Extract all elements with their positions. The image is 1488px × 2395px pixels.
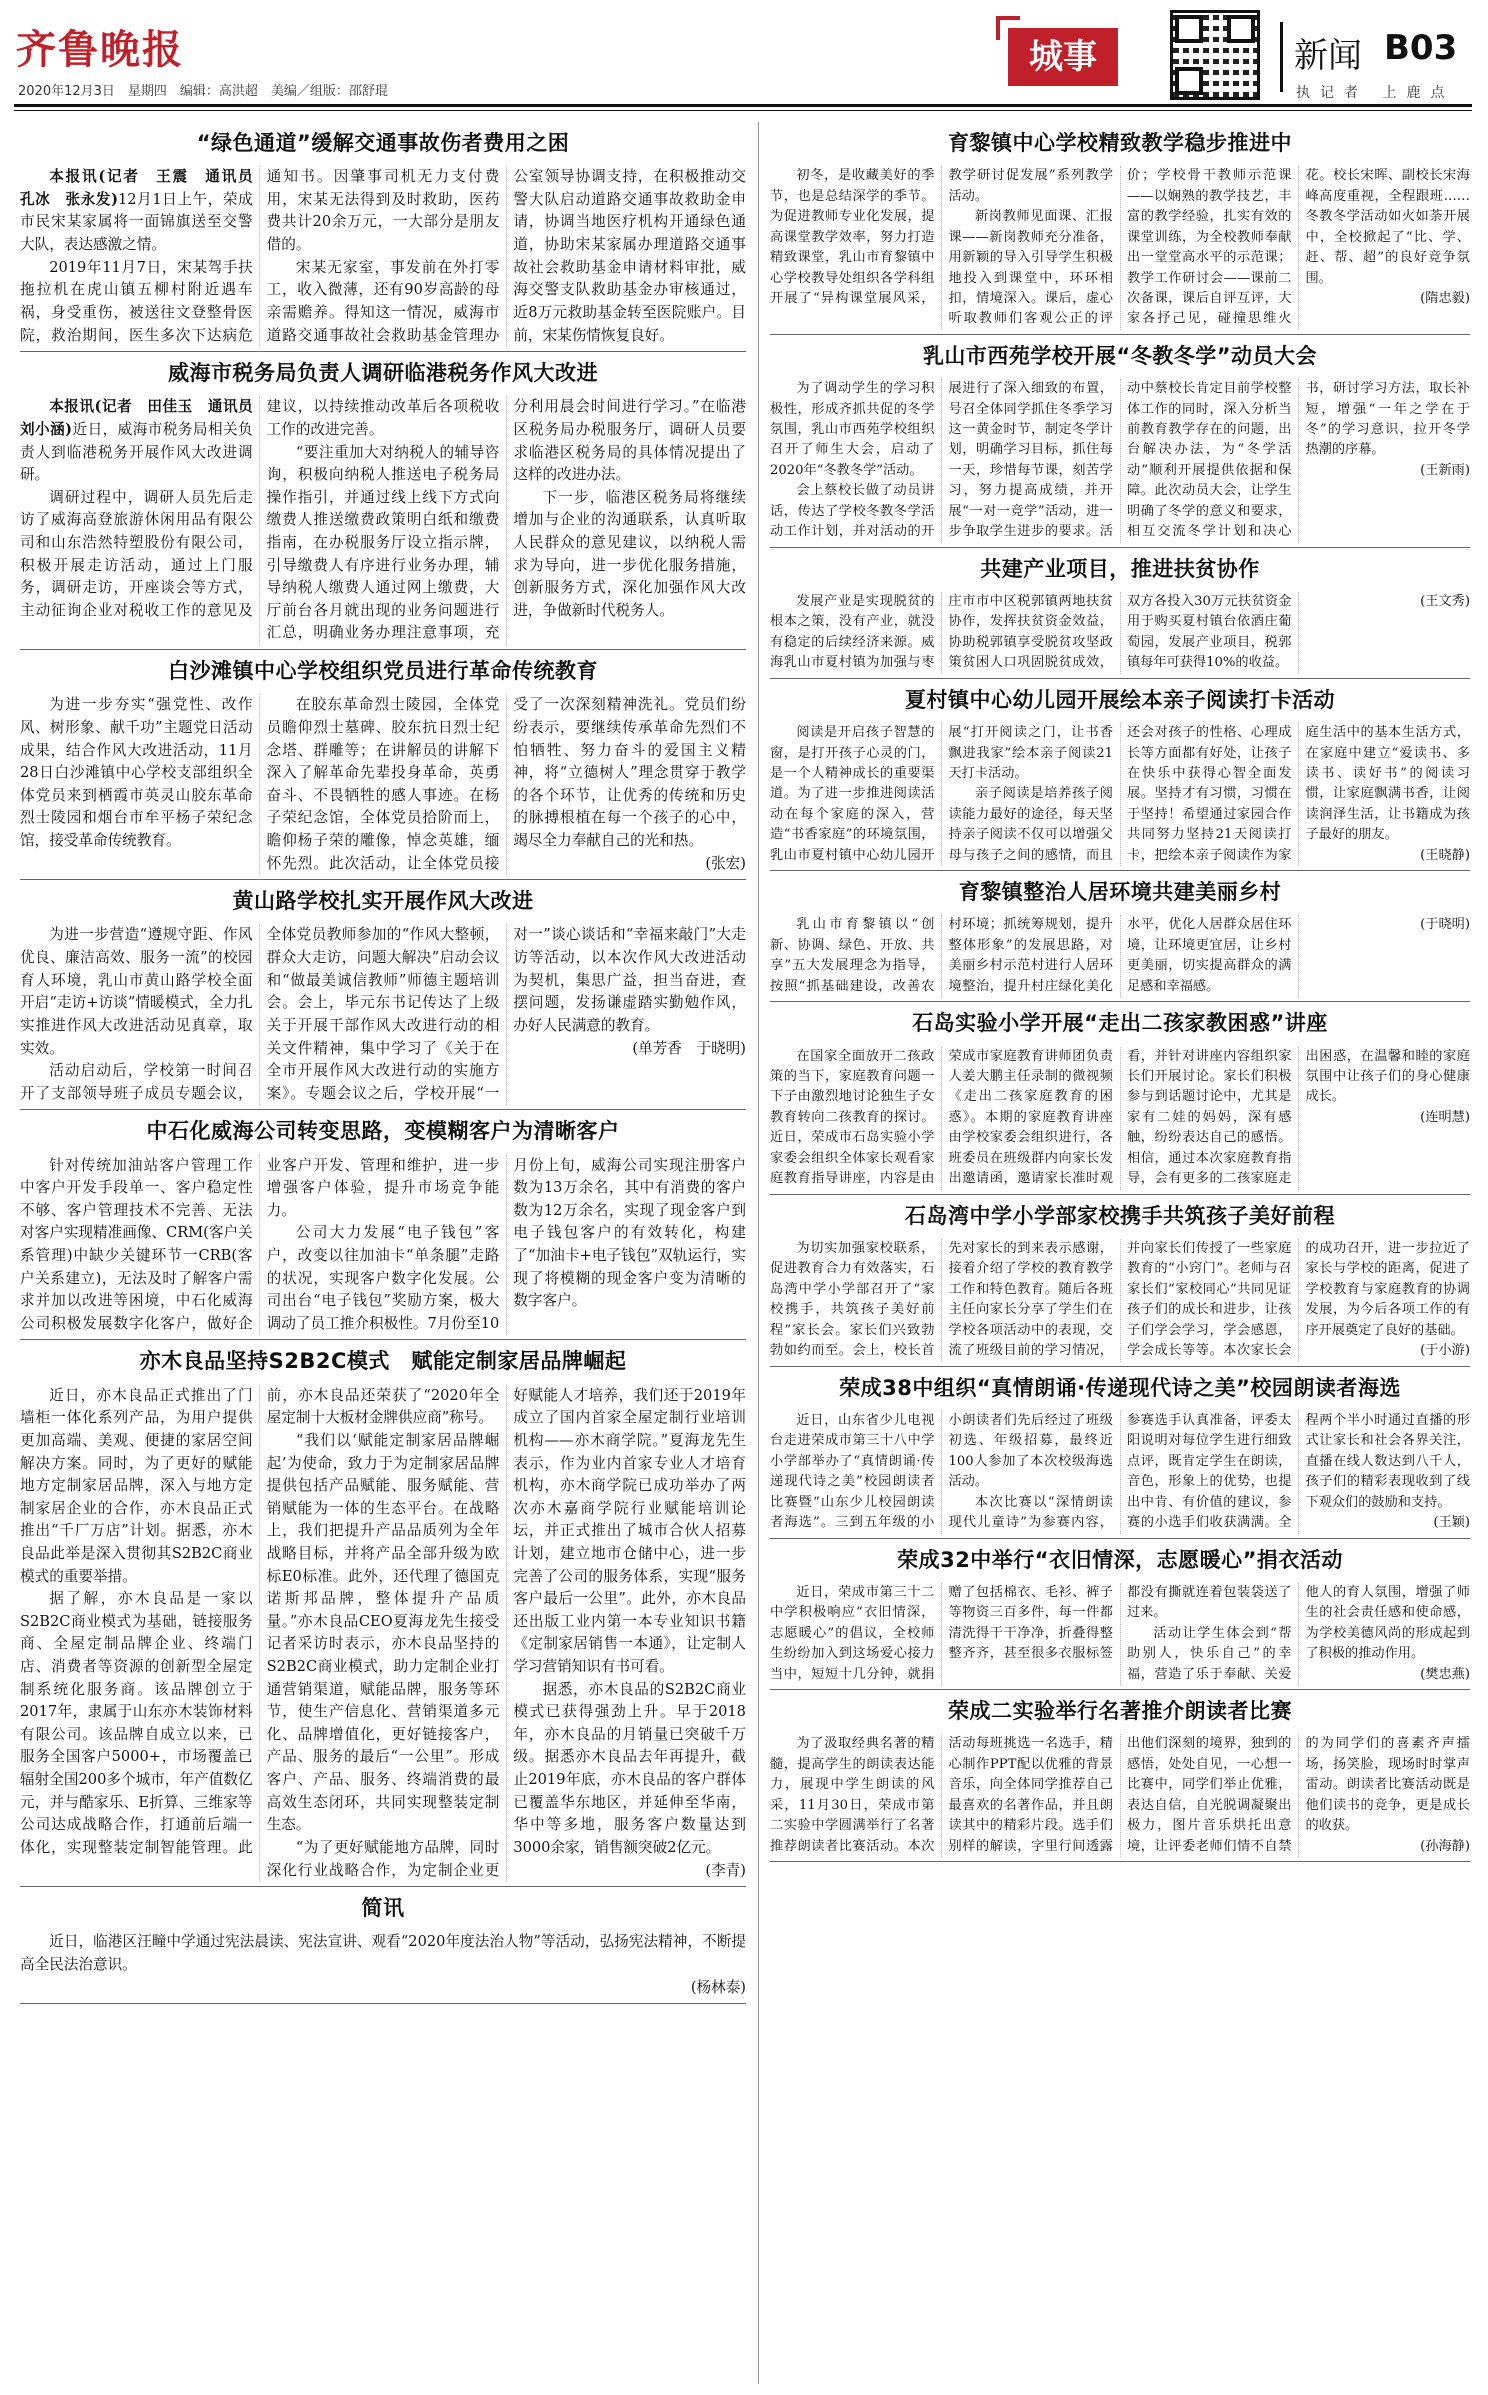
article-paragraph: 据了解，亦木良品是一家以S2B2C商业模式为基础，链接服务商、全屋定制品牌企业、终端门店、消费者等资源的创新型全屋定制系统化服务商。该品牌创立于2017年，隶属于山东亦木装饰材料有限公司。该品牌自成立以来，已服务全国客户5000+，市场覆盖已辐射全国200多个城市，年产值数亿元，并与酷家乐、E折算、三维家等公司达成战略合作，打通前后端一体化，实现整装定制智能管理。此前，亦木良品还荣获了“2020年全屋定制十大板材金牌供应商”称号。 bbox=[20, 1386, 500, 1856]
column-divider bbox=[758, 122, 759, 2384]
article-signature: (李青) bbox=[705, 1861, 746, 1879]
left-column bbox=[20, 122, 746, 2384]
article-paragraph: “要注重加大对纳税人的辅导咨询，积极向纳税人推送电子税务局操作指引，并通过线上线下方式向缴费人推送缴费政策明白纸和缴费指南，在办税服务厅设立指示牌，引导缴费人有序进行业务办理，辅导纳税人缴费人通过网上缴费，大厅前台各月就出现的业务问题进行汇总，明确业务办理注意事项，充分利用晨会时间进行学习。”在临港区税务局办税服务厅，调研人员要求临港区税务局的具体情况提出了这样的改进办法。 bbox=[266, 398, 746, 642]
article-signature: (张宏) bbox=[705, 854, 746, 872]
header-divider bbox=[1280, 22, 1283, 92]
article-paragraph: 在胶东革命烈士陵园，全体党员瞻仰烈士墓碑、胶东抗日烈士纪念塔、群雕等；在讲解员的讲解下深入了解革命先辈投身革命，英勇奋斗、不畏牺牲的感人事迹。在杨子荣纪念馆，全体党员拾阶而上，瞻仰杨子荣的雕像，悼念英雄，缅怀先烈。此次活动，让全体党员接受了一次深刻精神洗礼。党员们纷纷表示，要继续传承革命先烈们不怕牺牲、努力奋斗的爱国主义精神，将“立德树人”理念贯穿于教学的各个环节，让优秀的传统和历史的脉搏根植在每一个孩子的心中，竭尽全力奉献自己的光和热。 bbox=[266, 696, 746, 872]
article-body bbox=[770, 1411, 1470, 1534]
news-article bbox=[20, 888, 746, 1110]
article-separator bbox=[770, 1001, 1470, 1002]
date-line: 2020年12月3日 星期四 编辑：高洪超 美编／组版：邵舒琨 bbox=[18, 84, 388, 99]
article-headline: 亦木良品坚持S2B2C模式 赋能定制家居品牌崛起 bbox=[139, 1349, 627, 1374]
article-headline: 荣成38中组织“真情朗诵·传递现代诗之美”校园朗读者海选 bbox=[839, 1375, 1401, 1400]
article-body bbox=[770, 1047, 1470, 1190]
article-byline: 本报讯(记者 王震 通讯员 孔冰 张永发) bbox=[20, 168, 268, 208]
top-rule-thin bbox=[14, 110, 1472, 111]
article-headline: 共建产业项目，推进扶贫协作 bbox=[980, 556, 1260, 581]
article-separator bbox=[20, 1886, 746, 1887]
article-paragraph: 公司大力发展“电子钱包”客户，改变以往加油卡“单条腿”走路的状况，实现客户数字化发展。公司出台“电子钱包”奖励方案，极大调动了员工推介积极性。7月份至10月份上旬，威海公司实现注册客户数为13万余名，其中有消费的客户数为12万余名，实现了现金客户到电子钱包客户的有效转化，构建了“加油卡+电子钱包”双轨运行，实现了将模糊的现金客户变为清晰的数字客户。 bbox=[266, 1156, 746, 1332]
article-headline: 夏村镇中心幼儿园开展绘本亲子阅读打卡活动 bbox=[905, 687, 1335, 712]
article-signature: (杨林泰) bbox=[690, 1978, 746, 1996]
article-paragraph: 调研过程中，调研人员先后走访了威海高登旅游休闲用品有限公司和山东浩然特塑股份有限公司，积极开展走访活动，通过上门服务，调研走访，开座谈会等方式，主动征询企业对税收工作的意见及建议，以持续推动改革后各项税收工作的改进完善。 bbox=[20, 398, 500, 619]
article-signature: (王文秀) bbox=[1420, 594, 1470, 609]
article-paragraph: 为进一步营造“遵规守距、作风优良、廉洁高效、服务一流”的校园育人环境，乳山市黄山路学校全面开启“走访+访谈”情暖模式，全力扎实推进作风大改进活动见真章，取实效。 bbox=[20, 926, 253, 1057]
article-separator bbox=[770, 1861, 1470, 1862]
news-article bbox=[770, 1698, 1470, 1862]
right-column bbox=[770, 122, 1470, 2384]
article-body bbox=[770, 1583, 1470, 1685]
article-body bbox=[20, 166, 746, 347]
article-headline: 中石化威海公司转变思路，变模糊客户为清晰客户 bbox=[146, 1119, 620, 1144]
article-separator bbox=[20, 1339, 746, 1340]
article-signature: (单芳香 于晓明) bbox=[632, 1039, 746, 1057]
article-paragraph: 本次比赛以“深情朗读现代儿童诗”为参赛内容，参赛选手认真准备，评委太阳说明对每位学生进行细致点评，既肯定学生在朗读，音色，形象上的优势，也提出中肯、有价值的建议，参赛的小选手们收获满满。全程两个半小时通过直播的形式让家长和社会各界关注，直播在线人数达到八千人，孩子们的精彩表现收到了线下观众们的鼓励和支持。 bbox=[948, 1412, 1470, 1531]
article-paragraph: 活动让学生体会到“帮助别人，快乐自己”的幸福，营造了乐于奉献、关爱他人的育人氛围，增强了师生的社会责任感和使命感，为学校美德风尚的形成起到了积极的推动作用。 bbox=[1127, 1584, 1470, 1682]
article-body bbox=[20, 1155, 746, 1336]
article-headline: 荣成32中举行“衣旧情深，志愿暖心”捐衣活动 bbox=[897, 1547, 1343, 1572]
news-article bbox=[20, 1348, 746, 1887]
article-headline: 简讯 bbox=[361, 1896, 405, 1921]
news-article bbox=[770, 1203, 1470, 1367]
reporter-line: 执记者 上鹿点 bbox=[1296, 85, 1455, 101]
article-signature: (于小游) bbox=[1420, 1343, 1470, 1359]
news-article bbox=[770, 1375, 1470, 1539]
article-body bbox=[770, 166, 1470, 330]
article-headline: 威海市税务局负责人调研临港税务作风大改进 bbox=[168, 361, 598, 386]
article-paragraph: 下一步，临港区税务局将继续增加与企业的沟通联系，认真听取人民群众的意见建议，以纳税人需求为导向，进一步优化服务措施，创新服务方式，深化加强作风大改进，争做新时代税务人。 bbox=[513, 488, 746, 619]
article-body bbox=[20, 1385, 746, 1882]
news-article bbox=[770, 130, 1470, 335]
section-name: 新闻 bbox=[1294, 36, 1362, 76]
article-signature: (连明慧) bbox=[1420, 1109, 1470, 1125]
article-signature: (王新雨) bbox=[1420, 462, 1470, 478]
article-body bbox=[770, 379, 1470, 543]
article-paragraph: 为进一步夯实“强党性、改作风、树形象、献千功”主题党日活动成果，结合作风大改进活动，11月28日白沙滩镇中心学校支部组织全体党员来到栖霞市英灵山胶东革命烈士陵园和烟台市牟平杨子荣纪念馆，接受革命传统教育。 bbox=[20, 696, 253, 849]
article-signature: (王晓静) bbox=[1420, 847, 1470, 863]
article-paragraph: 近日，荣成市第三十二中学积极响应“衣旧情深，志愿暖心”的倡议，全校师生纷纷加入到这场爱心接力当中，短短十几分钟，就捐赠了包括棉衣、毛衫、裤子等物资三百多件，每一件都清洗得干干净净，折叠得整整齐齐，甚至很多衣服标签都没有撕就连着包装袋送了过来。 bbox=[770, 1584, 1292, 1682]
article-paragraph: 发展产业是实现脱贫的根本之策，没有产业，就没有稳定的后续经济来源。威海乳山市夏村镇为加强与枣庄市市中区税郭镇两地扶贫协作，发挥扶贫资金效益，协助税郭镇享受脱贫攻坚政策贫困人口巩固脱贫成效，双方各投入30万元扶贫资金用于购买夏村镇台依酒庄葡萄园，发展产业项目，税郭镇每年可获得10%的收益。 bbox=[770, 594, 1292, 671]
news-article bbox=[770, 1010, 1470, 1194]
article-paragraph: 新岗教师见面课、汇报课——新岗教师充分准备，用新颖的导入引导学生积极地投入到课堂中，环环相扣，情境深入。课后，虚心听取教师们客观公正的评价；学校骨干教师示范课——以娴熟的教学技艺，丰富的教学经验，扎实有效的课堂训练，为全校教师奉献出一堂堂高水平的示范课；教学工作研讨会——课前二次备课，课后自评互评，大家各抒己见，碰撞思维火花。校长宋晖、副校长宋海峰高度重视，全程跟班……冬教冬学活动如火如荼开展中，全校掀起了“比、学、赶、帮、超”的良好竞争氛围。 bbox=[948, 168, 1470, 327]
article-signature: (隋忠毅) bbox=[1420, 290, 1470, 306]
article-headline: 黄山路学校扎实开展作风大改进 bbox=[232, 889, 534, 914]
news-article bbox=[20, 658, 746, 880]
article-signature: (樊忠燕) bbox=[1420, 1666, 1470, 1682]
news-article bbox=[770, 556, 1470, 679]
article-body bbox=[770, 723, 1470, 866]
masthead bbox=[0, 0, 1488, 130]
article-separator bbox=[20, 1109, 746, 1110]
article-paragraph: 会上蔡校长做了动员讲话，传达了学校冬教冬学活动工作计划，并对活动的开展进行了深入细致的布置，号召全体同学抓住冬季学习这一黄金时节，制定冬学计划，明确学习目标，抓住每一天，珍惜每节课，刻苦学习，努力提高成绩，并开展“一对一竞学”活动，进一步争取学生进步的要求。活动中蔡校长肯定目前学校整体工作的同时，深入分析当前教育教学存在的问题，出台解决办法，为“冬学活动”顺利开展提供依据和保障。此次动员大会，让学生明确了冬学的意义和要求，相互交流冬学计划和决心书，研讨学习方法，取长补短，增强“一年之学在于冬”的学习意识，拉开冬学热潮的序幕。 bbox=[770, 381, 1470, 540]
article-body bbox=[770, 1734, 1470, 1857]
article-paragraph: 亲子阅读是培养孩子阅读能力最好的途径，每天坚持亲子阅读不仅可以增强父母与孩子之间的感情，而且还会对孩子的性格、心理成长等方面都有好处，让孩子在快乐中获得心智全面发展。坚持才有习惯，习惯在于坚持！希望通过家园合作共同努力坚持21天阅读打卡，把绘本亲子阅读作为家庭生活中的基本生活方式，在家庭中建立“爱读书、多读书、读好书”的阅读习惯，让家庭飘满书香，让阅读润泽生活，让书籍成为孩子最好的朋友。 bbox=[948, 725, 1470, 863]
article-paragraph: 近日，临港区汪疃中学通过宪法晨读、宪法宣讲、观看“2020年度法治人物”等活动，弘扬宪法精神，不断提高全民法治意识。 bbox=[20, 1933, 746, 1973]
article-headline: 石岛湾中学小学部家校携手共筑孩子美好前程 bbox=[905, 1203, 1335, 1228]
article-paragraph: 阅读是开启孩子智慧的窗，是打开孩子心灵的门，是一个人精神成长的重要渠道。为了进一步推进阅读活动在每个家庭的深入，营造“书香家庭”的环境氛围，乳山市夏村镇中心幼儿园开展“打开阅读之门，让书香飘进我家”绘本亲子阅读21天打卡活动。 bbox=[770, 725, 1113, 863]
article-headline: 育黎镇中心学校精致教学稳步推进中 bbox=[948, 131, 1292, 155]
article-separator bbox=[770, 547, 1470, 548]
article-paragraph: 近日，亦木良品正式推出了门墙柜一体化系列产品，为用户提供更加高端、美观、便捷的家居空间解决方案。同时，为了更好的赋能地方定制家居品牌，深入与地方定制家居企业的合作，亦木良品正式推出“千厂万店”计划。据悉，亦木良品此举是深入贯彻其S2B2C商业模式的重要举措。 bbox=[20, 1386, 253, 1585]
qr-code-icon bbox=[1170, 10, 1260, 100]
news-article bbox=[770, 879, 1470, 1002]
article-text: 近日，威海市税务局相关负责人到临港税务开展作风大改进调研。 bbox=[20, 420, 253, 484]
news-article bbox=[20, 1118, 746, 1340]
article-paragraph bbox=[20, 166, 268, 256]
article-paragraph: 宋某无家室，事发前在外打零工，收入微薄，还有90岁高龄的母亲需赡养。得知这一情况，威海市道路交通事故社会救助基金管理办公室领导协调支持，在积极推动交警大队启动道路交通事故救助金申请，协调当地医疗机构开通绿色通道，协助宋某家属办理道路交通事故社会救助基金申请材料审批，威海交警支队救助基金办审核通过，近8万元救助基金转至医院账户。目前，宋某伤情恢复良好。 bbox=[266, 168, 746, 344]
article-separator bbox=[20, 2003, 746, 2004]
article-paragraph bbox=[20, 396, 268, 486]
article-body bbox=[20, 924, 746, 1105]
article-paragraph: 为切实加强家校联系，促进教育合力有效落实，石岛湾中学小学部召开了“家校携手，共筑孩子美好前程”家长会。家长们兴致勃勃如约而至。会上，校长首先对家长的到来表示感谢，接着介绍了学校的教育教学工作和特色教育。随后各班主任向家长分享了学生们在学校各项活动中的表现，交流了班级目前的学习情况，并向家长们传授了一些家庭教育的“小窍门”。老师与召家长们“家校同心”共同见证孩子们的成长和进步，让孩子们学会学习，学会感恩，学会成长等等。本次家长会的成功召开，进一步拉近了家长与学校的距离，促进了学校教育与家庭教育的协调发展，为今后各项工作的有序开展奠定了良好的基础。 bbox=[770, 1240, 1470, 1359]
article-paragraph: 2019年11月7日，宋某驾手扶拖拉机在虎山镇五柳村附近遇车祸，身受重伤，被送往文登整骨医院，救治期间，医生多次下达病危通知书。因肇事司机无力支付费用，宋某无法得到及时救助，医药费共计20余万元，一大部分是朋友借的。 bbox=[20, 168, 500, 344]
article-signature: (王颖) bbox=[1433, 1515, 1470, 1531]
article-paragraph: 据悉，亦木良品的S2B2C商业模式已获得强劲上升。早于2018年，亦木良品的月销量已突破千万级。据悉亦木良品去年再提升，截止2019年底，亦木良品的客户群体已覆盖华东地区，并延伸至华南，华中等多地，服务客户数量达到3000余家，销售额突破2亿元。 bbox=[513, 1680, 746, 1856]
news-article bbox=[770, 343, 1470, 548]
news-article bbox=[20, 1895, 746, 2004]
article-paragraph: 在国家全面放开二孩政策的当下，家庭教育问题一下子由激烈地讨论独生子女教育转向二孩教育的探讨。近日，荣成市石岛实验小学家委会组织全体家长观看家庭教育指导讲座，内容是由荣成市家庭教育讲师团负责人姜大鹏主任录制的微视频《走出二孩家庭教育的困惑》。本期的家庭教育讲座由学校家委会组织进行，各班委员在班级群内向家长发出邀请函，邀请家长准时观看，并针对讲座内容组织家长们开展讨论。家长们积极参与到话题讨论中，尤其是家有二娃的妈妈，深有感触，纷纷表达自己的感悟。相信，通过本次家庭教育指导，会有更多的二孩家庭走出困惑，在温馨和睦的家庭氛围中让孩子们的身心健康成长。 bbox=[770, 1048, 1470, 1187]
article-body bbox=[770, 592, 1470, 674]
article-byline: 本报讯(记者 田佳玉 通讯员 刘小涵) bbox=[20, 398, 268, 438]
article-paragraph: 乳山市育黎镇以“创新、协调、绿色、开放、共享”五大发展理念为指导，按照“抓基础建设，改善农村环境；抓统筹规划，提升整体形象”的发展思路，对美丽乡村示范村进行人居环境整治，提升村庄绿化美化水平，优化人居群众居住环境，让环境更宜居，让乡村更美丽，切实提高群众的满足感和幸福感。 bbox=[770, 917, 1292, 994]
article-separator bbox=[770, 1194, 1470, 1195]
article-separator bbox=[770, 1366, 1470, 1367]
article-separator bbox=[770, 1538, 1470, 1539]
article-paragraph: 初冬，是收藏美好的季节，也是总结深学的季节。为促进教师专业化发展，提高课堂教学效率，努力打造精致课堂，乳山市育黎镇中心学校教导处组织各学科组开展了“异构课堂展风采，教学研讨促发展”系列教学活动。 bbox=[770, 168, 1113, 306]
article-signature: (孙海静) bbox=[1420, 1838, 1470, 1854]
article-headline: 白沙滩镇中心学校组织党员进行革命传统教育 bbox=[168, 659, 598, 684]
news-article bbox=[770, 1547, 1470, 1691]
article-headline: “绿色通道”缓解交通事故伤者费用之困 bbox=[196, 131, 570, 155]
newspaper-logo: 齐鲁晚报 bbox=[16, 26, 184, 73]
article-headline: 乳山市西苑学校开展“冬教冬学”动员大会 bbox=[922, 343, 1318, 368]
article-text: 12月1日上午，荣成市民宋某家属将一面锦旗送至交警大队，表达感激之情。 bbox=[20, 190, 253, 254]
news-article bbox=[20, 360, 746, 650]
article-headline: 育黎镇整治人居环境共建美丽乡村 bbox=[958, 880, 1282, 905]
article-body bbox=[20, 694, 746, 875]
article-body bbox=[20, 1931, 746, 1999]
news-article bbox=[770, 687, 1470, 871]
page-number: B03 bbox=[1384, 28, 1458, 68]
article-separator bbox=[20, 351, 746, 352]
article-separator bbox=[770, 870, 1470, 871]
news-article bbox=[20, 130, 746, 352]
article-paragraph: 近日，山东省少儿电视台走进荣成市第三十八中学小学部举办了“真情朗诵·传递现代诗之美”校园朗读者比赛暨“山东少儿校园朗读者海选”。三到五年级的小小朗读者们先后经过了班级初选、年级招募，最终近100人参加了本次校级海选活动。 bbox=[770, 1412, 1113, 1531]
article-signature: (于晓明) bbox=[1420, 917, 1470, 933]
article-paragraph: 为了调动学生的学习积极性，形成齐抓共促的冬学氛围，乳山市西苑学校组织召开了师生大会，启动了2020年“冬教冬学”活动。 bbox=[770, 381, 935, 478]
article-body bbox=[770, 1239, 1470, 1362]
article-paragraph: “为了更好赋能地方品牌，同时深化行业战略合作，为定制企业更好赋能人才培养，我们还于2019年成立了国内首家全屋定制行业培训机构——亦木商学院。”夏海龙先生表示，作为业内首家专业人才培育机构，亦木商学院已成功举办了两次亦木嘉商学院行业赋能培训论坛，并正式推出了城市合伙人招募计划，建立地市仓储中心，进一步完善了公司的服务体系，实现“服务客户最后一公里”。此外，亦木良品还出版工业内第一本专业知识书籍《定制家居销售一本通》，让定制人学习营销知识有书可看。 bbox=[266, 1386, 746, 1879]
article-paragraph: 针对传统加油站客户管理工作中客户开发手段单一、客户稳定性不够、客户管理技术不完善、无法对客户实现精准画像、CRM(客户关系管理)中缺少关键环节一CRB(客户关系建立)，无法及时了解客户需求并加以改进等困境，中石化威海公司积极发展数字化客户，做好企业客户开发、管理和维护，进一步增强客户体验，提升市场竞争能力。 bbox=[20, 1156, 500, 1332]
article-separator bbox=[770, 1689, 1470, 1690]
article-separator bbox=[20, 879, 746, 880]
article-paragraph: 活动启动后，学校第一时间召开了支部领导班子成员专题会议，全体党员教师参加的“作风大整顿，群众大走访，问题大解决”启动会议和“做最美诚信教师”师德主题培训会。会上，毕元东书记传达了上级关于开展干部作风大改进行动的相关文件精神，集中学习了《关于在全市开展作风大改进行动的实施方案》。专题会议之后，学校开展“一对一”谈心谈话和“幸福来敲门”大走访等活动，以本次作风大改进活动为契机，集思广益，担当奋进，查摆问题，发扬谦虚踏实勤勉作风，办好人民满意的教育。 bbox=[20, 926, 746, 1102]
section-tab: 城事 bbox=[1008, 28, 1118, 86]
article-headline: 荣成二实验举行名著推介朗读者比赛 bbox=[948, 1699, 1292, 1724]
article-body bbox=[20, 396, 746, 645]
article-body bbox=[770, 915, 1470, 997]
article-headline: 石岛实验小学开展“走出二孩家教困惑”讲座 bbox=[912, 1011, 1328, 1036]
top-rule bbox=[14, 104, 1472, 107]
article-separator bbox=[20, 649, 746, 650]
article-separator bbox=[770, 334, 1470, 335]
article-separator bbox=[770, 678, 1470, 679]
article-paragraph: 为了汲取经典名著的精髓，提高学生的朗读表达能力，展现中学生朗读的风采，11月30日，荣成市第二实验中学圆满举行了名著推荐朗读者比赛活动。本次活动每班挑选一名选手，精心制作PPT配以优雅的背景音乐，向全体同学推荐自己最喜欢的名著作品，并且朗读其中的精彩片段。选手们别样的解读，字里行间透露出他们深刻的境界，独到的感悟，处处自见，一心想一比赛中，同学们举止优雅，表达自信，自光脱调凝聚出极力，图片音乐烘托出意境，让评委老师们情不自禁的为同学们的喜素齐声擂场，扬笑脸，现场时时掌声雷动。朗读者比赛活动既是他们读书的竞争，更是成长的收获。 bbox=[770, 1736, 1470, 1854]
article-paragraph: “我们以‘赋能定制家居品牌崛起’为使命，致力于为定制家居品牌提供包括产品赋能、服务赋能、营销赋能为一体的生态平台。在战略上，我们把提升产品品质列为全年战略目标，并将产品全部升级为欧标E0标准。此外，还代理了德国克诺斯邦品牌，整体提升产品质量。”亦木良品CEO夏海龙先生接受记者采访时表示，亦木良品坚持的S2B2C商业模式，助力定制企业打通营销渠道，赋能品牌，服务等环节，使生产信息化、营销渠道多元化、品牌增值化，更好链接客户，产品、服务的最后“一公里”。形成客户、产品、服务、终端消费的最高效生态闭环，共同实现整装定制生态。 bbox=[266, 1431, 500, 1834]
